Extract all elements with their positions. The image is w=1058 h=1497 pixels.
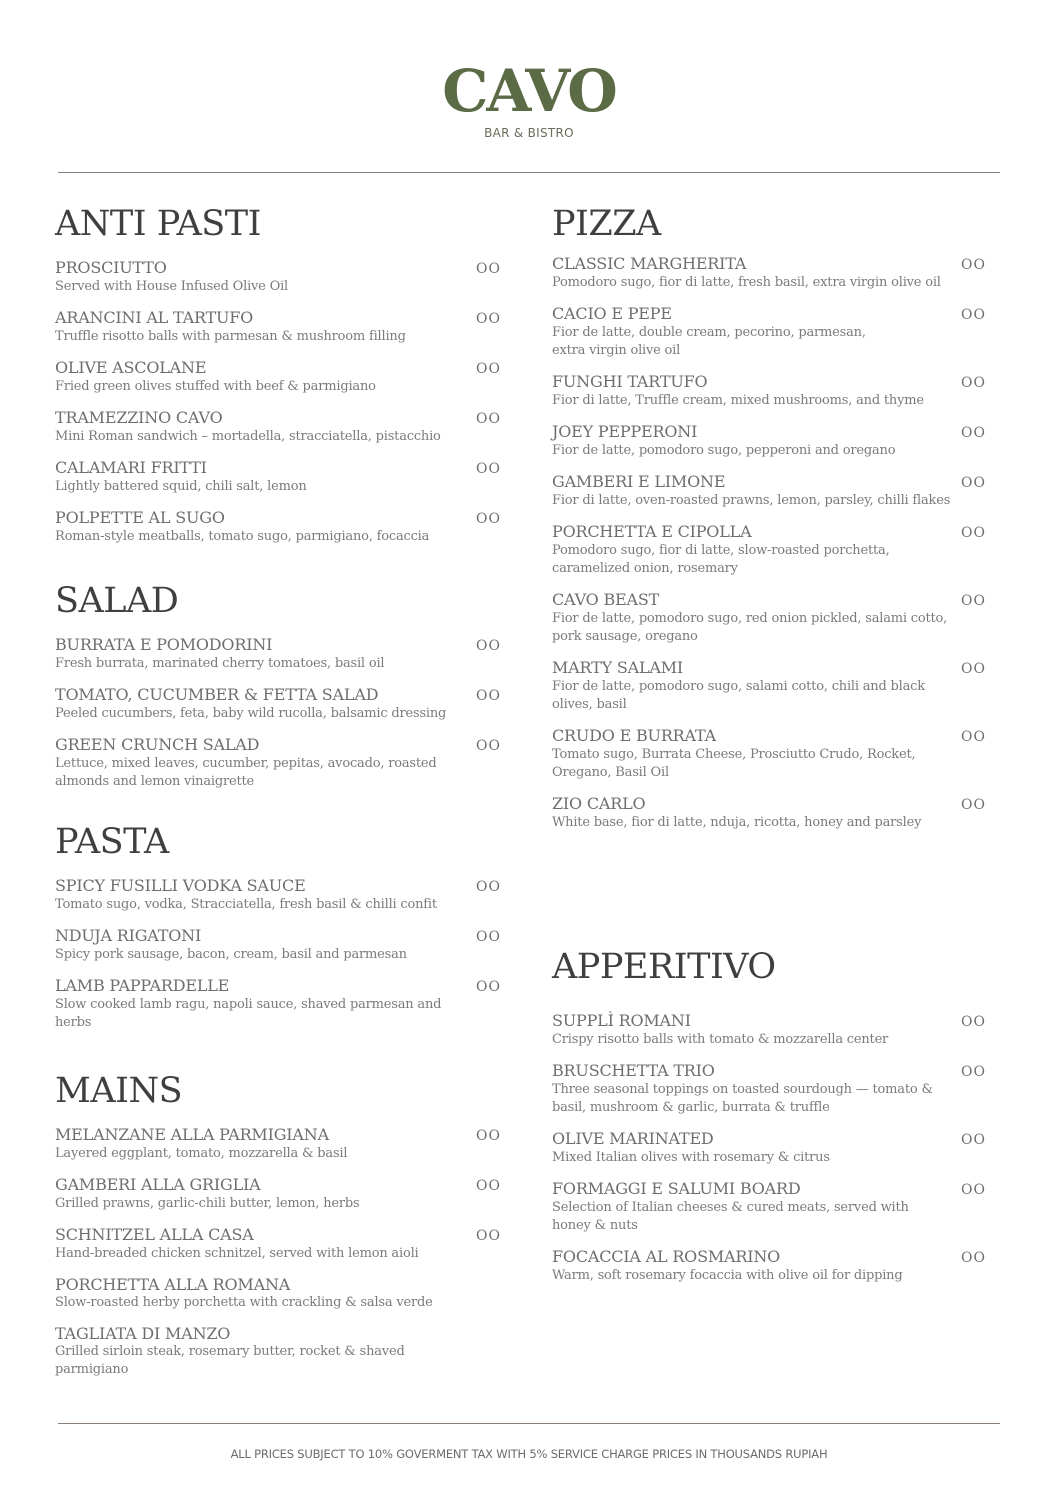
menu-item-name: OLIVE ASCOLANE — [55, 358, 207, 377]
menu-item-row — [55, 877, 501, 896]
menu-item-description: Peeled cucumbers, feta, baby wild rucolla, balsamic dressing — [55, 706, 447, 721]
menu-item-row — [552, 795, 986, 814]
menu-item-row — [55, 1276, 501, 1294]
menu-item — [55, 259, 501, 296]
menu-item-name: ZIO CARLO — [552, 794, 646, 813]
menu-item — [55, 736, 501, 791]
menu-item-name: CAVO BEAST — [552, 590, 660, 609]
menu-item-price: OO — [961, 1064, 986, 1080]
menu-item — [55, 636, 501, 673]
menu-item-description: Fresh burrata, marinated cherry tomatoes, basil oil — [55, 656, 385, 671]
section-apperitivo — [552, 948, 986, 1298]
menu-item-row — [552, 1180, 986, 1199]
menu-item-row — [552, 473, 986, 492]
menu-item-description: Lightly battered squid, chili salt, lemon — [55, 479, 307, 494]
menu-item-price: OO — [476, 361, 501, 377]
menu-item-row — [55, 359, 501, 378]
menu-item-price: OO — [476, 638, 501, 654]
menu-item-price: OO — [961, 425, 986, 441]
menu-item-description: Tomato sugo, Burrata Cheese, Prosciutto Crudo, Rocket, Oregano, Basil Oil — [552, 747, 916, 780]
menu-item — [55, 1276, 501, 1312]
menu-item — [552, 255, 986, 292]
menu-item — [552, 1130, 986, 1167]
menu-item-name: NDUJA RIGATONI — [55, 926, 202, 945]
menu-item-name: POLPETTE AL SUGO — [55, 508, 225, 527]
menu-item — [552, 1062, 986, 1117]
menu-item — [552, 1248, 986, 1285]
menu-item — [552, 727, 986, 782]
menu-item-price: OO — [961, 307, 986, 323]
menu-list — [55, 1126, 501, 1379]
section-title: PIZZA — [552, 204, 661, 244]
menu-list — [552, 255, 986, 832]
section-salad — [55, 582, 501, 804]
menu-item-row — [55, 1325, 501, 1343]
menu-item-description: Fior de latte, pomodoro sugo, red onion pickled, salami cotto, pork sausage, oregano — [552, 611, 948, 644]
menu-item-description: Truffle risotto balls with parmesan & mushroom filling — [55, 329, 406, 344]
menu-item-price: OO — [476, 929, 501, 945]
menu-item-name: ARANCINI AL TARTUFO — [55, 308, 254, 327]
menu-item-price: OO — [961, 257, 986, 273]
menu-item-row — [55, 636, 501, 655]
menu-item-description: Fior di latte, oven-roasted prawns, lemon, parsley, chilli flakes — [552, 493, 951, 508]
menu-item-name: MARTY SALAMI — [552, 658, 684, 677]
menu-item-name: TRAMEZZINO CAVO — [55, 408, 223, 427]
menu-item-description: Mini Roman sandwich – mortadella, stracciatella, pistacchio — [55, 429, 441, 444]
section-title: PASTA — [55, 822, 169, 862]
section-anti-pasti — [55, 205, 501, 559]
section-pasta — [55, 823, 501, 1045]
menu-item-price: OO — [476, 461, 501, 477]
menu-item-row — [55, 259, 501, 278]
bottom-divider — [58, 1423, 1000, 1424]
menu-item-row — [552, 305, 986, 324]
menu-item-description: Fior de latte, pomodoro sugo, salami cotto, chili and black olives, basil — [552, 679, 925, 712]
section-title: SALAD — [55, 581, 179, 621]
footer-note: ALL PRICES SUBJECT TO 10% GOVERMENT TAX WITH 5% SERVICE CHARGE PRICES IN THOUSANDS RUPIAH — [230, 1447, 828, 1461]
menu-item — [552, 473, 986, 510]
menu-list — [55, 636, 501, 791]
menu-item-name: CACIO E PEPE — [552, 304, 672, 323]
menu-item-row — [552, 591, 986, 610]
menu-item — [55, 509, 501, 546]
menu-item-description: Spicy pork sausage, bacon, cream, basil and parmesan — [55, 947, 407, 962]
menu-item-price: OO — [961, 729, 986, 745]
menu-item — [552, 659, 986, 714]
menu-item-description: Tomato sugo, vodka, Stracciatella, fresh basil & chilli confit — [55, 897, 437, 912]
menu-item-description: Mixed Italian olives with rosemary & citrus — [552, 1150, 830, 1165]
menu-item-row — [552, 255, 986, 274]
brand-logo: CAVO — [442, 57, 616, 125]
menu-item-row — [55, 1176, 501, 1195]
menu-item — [552, 591, 986, 646]
menu-item-name: TOMATO, CUCUMBER & FETTA SALAD — [55, 685, 379, 704]
menu-item-price: OO — [476, 261, 501, 277]
menu-item-name: PROSCIUTTO — [55, 258, 167, 277]
section-mains — [55, 1072, 501, 1392]
menu-item-description: Roman-style meatballs, tomato sugo, parmigiano, focaccia — [55, 529, 430, 544]
menu-item-description: Selection of Italian cheeses & cured meats, served with honey & nuts — [552, 1200, 909, 1233]
menu-item-row — [552, 1130, 986, 1149]
menu-item-name: GREEN CRUNCH SALAD — [55, 735, 260, 754]
menu-item-price: OO — [476, 511, 501, 527]
menu-item-row — [552, 659, 986, 678]
menu-list — [55, 259, 501, 546]
menu-item-name: CLASSIC MARGHERITA — [552, 254, 747, 273]
brand-tagline: BAR & BISTRO — [484, 126, 574, 140]
menu-item-price: OO — [476, 311, 501, 327]
menu-item-name: OLIVE MARINATED — [552, 1129, 714, 1148]
menu-item-price: OO — [476, 1128, 501, 1144]
menu-item-price: OO — [476, 688, 501, 704]
menu-item-price: OO — [961, 797, 986, 813]
menu-item — [55, 977, 501, 1032]
menu-item-description: Slow cooked lamb ragu, napoli sauce, shaved parmesan and herbs — [55, 997, 442, 1030]
menu-item-description: Served with House Infused Olive Oil — [55, 279, 288, 294]
menu-item-price: OO — [476, 979, 501, 995]
menu-item-description: Three seasonal toppings on toasted sourdough — tomato & basil, mushroom & garlic, burrata & truffle — [552, 1082, 933, 1115]
section-title: APPERITIVO — [552, 947, 776, 987]
menu-item-price: OO — [476, 738, 501, 754]
menu-item-description: Fior di latte, Truffle cream, mixed mushrooms, and thyme — [552, 393, 924, 408]
menu-item-row — [55, 409, 501, 428]
menu-item-name: BURRATA E POMODORINI — [55, 635, 273, 654]
menu-item-name: SCHNITZEL ALLA CASA — [55, 1225, 254, 1244]
menu-item-description: Hand-breaded chicken schnitzel, served with lemon aioli — [55, 1246, 419, 1261]
menu-item-row — [55, 509, 501, 528]
menu-item-row — [552, 1012, 986, 1031]
menu-item-name: PORCHETTA ALLA ROMANA — [55, 1275, 291, 1294]
menu-item-name: CRUDO E BURRATA — [552, 726, 716, 745]
menu-item-name: SPICY FUSILLI VODKA SAUCE — [55, 876, 306, 895]
menu-item-row — [55, 1126, 501, 1145]
menu-item-name: MELANZANE ALLA PARMIGIANA — [55, 1125, 329, 1144]
menu-item-name: LAMB PAPPARDELLE — [55, 976, 230, 995]
menu-item — [55, 1176, 501, 1213]
menu-item — [552, 1012, 986, 1049]
menu-item-price: OO — [476, 1178, 501, 1194]
menu-item-row — [552, 523, 986, 542]
menu-item-name: PORCHETTA E CIPOLLA — [552, 522, 752, 541]
menu-item-row — [55, 459, 501, 478]
menu-item-description: Layered eggplant, tomato, mozzarella & basil — [55, 1146, 348, 1161]
menu-item-name: FUNGHI TARTUFO — [552, 372, 708, 391]
menu-item-row — [55, 1226, 501, 1245]
menu-item-row — [552, 373, 986, 392]
menu-item-price: OO — [961, 375, 986, 391]
menu-item-price: OO — [961, 1132, 986, 1148]
menu-item-name: TAGLIATA DI MANZO — [55, 1324, 231, 1343]
menu-item-description: Fried green olives stuffed with beef & parmigiano — [55, 379, 376, 394]
menu-item — [55, 359, 501, 396]
section-title: MAINS — [55, 1071, 183, 1111]
menu-item-price: OO — [476, 411, 501, 427]
menu-item-name: FOCACCIA AL ROSMARINO — [552, 1247, 781, 1266]
menu-item-row — [552, 423, 986, 442]
menu-item — [55, 1226, 501, 1263]
menu-item — [552, 305, 986, 360]
menu-item-description: Grilled prawns, garlic-chili butter, lemon, herbs — [55, 1196, 360, 1211]
menu-item-name: JOEY PEPPERONI — [552, 422, 698, 441]
section-pizza — [552, 205, 986, 845]
menu-item-description: Pomodoro sugo, fior di latte, fresh basil, extra virgin olive oil — [552, 275, 941, 290]
menu-item — [55, 686, 501, 723]
menu-item — [55, 877, 501, 914]
header — [0, 58, 1058, 140]
menu-item-name: FORMAGGI E SALUMI BOARD — [552, 1179, 801, 1198]
menu-item-name: CALAMARI FRITTI — [55, 458, 207, 477]
menu-item — [552, 795, 986, 832]
menu-item-row — [55, 309, 501, 328]
menu-item-name: GAMBERI E LIMONE — [552, 472, 726, 491]
menu-item-name: GAMBERI ALLA GRIGLIA — [55, 1175, 261, 1194]
menu-item — [55, 409, 501, 446]
menu-item — [55, 1126, 501, 1163]
menu-item-price: OO — [476, 879, 501, 895]
menu-item-row — [55, 977, 501, 996]
menu-item — [55, 309, 501, 346]
section-title: ANTI PASTI — [55, 204, 261, 244]
menu-item — [552, 523, 986, 578]
menu-item — [552, 1180, 986, 1235]
menu-item-description: Lettuce, mixed leaves, cucumber, pepitas, avocado, roasted almonds and lemon vinaigrette — [55, 756, 437, 789]
menu-item-row — [552, 1062, 986, 1081]
menu-item-price: OO — [961, 661, 986, 677]
menu-item-description: Warm, soft rosemary focaccia with olive oil for dipping — [552, 1268, 903, 1283]
menu-item — [55, 1325, 501, 1379]
menu-item-price: OO — [961, 525, 986, 541]
menu-item-description: Fior de latte, double cream, pecorino, parmesan, extra virgin olive oil — [552, 325, 866, 358]
menu-item-price: OO — [961, 1182, 986, 1198]
menu-item-description: Grilled sirloin steak, rosemary butter, rocket & shaved parmigiano — [55, 1344, 405, 1377]
menu-item-price: OO — [476, 1228, 501, 1244]
menu-item-description: Crispy risotto balls with tomato & mozzarella center — [552, 1032, 889, 1047]
menu-item-name: BRUSCHETTA TRIO — [552, 1061, 715, 1080]
top-divider — [58, 172, 1000, 173]
menu-item — [552, 423, 986, 460]
menu-item — [55, 459, 501, 496]
menu-item-price: OO — [961, 1014, 986, 1030]
menu-item-row — [55, 736, 501, 755]
menu-item — [552, 373, 986, 410]
menu-item-row — [55, 686, 501, 705]
menu-item-name: SUPPLÌ ROMANI — [552, 1011, 691, 1030]
menu-item-description: White base, fior di latte, nduja, ricotta, honey and parsley — [552, 815, 922, 830]
menu-item-price: OO — [961, 475, 986, 491]
menu-item-description: Fior de latte, pomodoro sugo, pepperoni and oregano — [552, 443, 896, 458]
menu-list — [552, 1012, 986, 1285]
menu-item-description: Pomodoro sugo, fior di latte, slow-roasted porchetta, caramelized onion, rosemary — [552, 543, 890, 576]
menu-item-row — [55, 927, 501, 946]
menu-item-description: Slow-roasted herby porchetta with crackling & salsa verde — [55, 1295, 433, 1310]
menu-item-price: OO — [961, 593, 986, 609]
menu-item — [55, 927, 501, 964]
menu-item-price: OO — [961, 1250, 986, 1266]
menu-item-row — [552, 727, 986, 746]
menu-item-row — [552, 1248, 986, 1267]
menu-list — [55, 877, 501, 1032]
